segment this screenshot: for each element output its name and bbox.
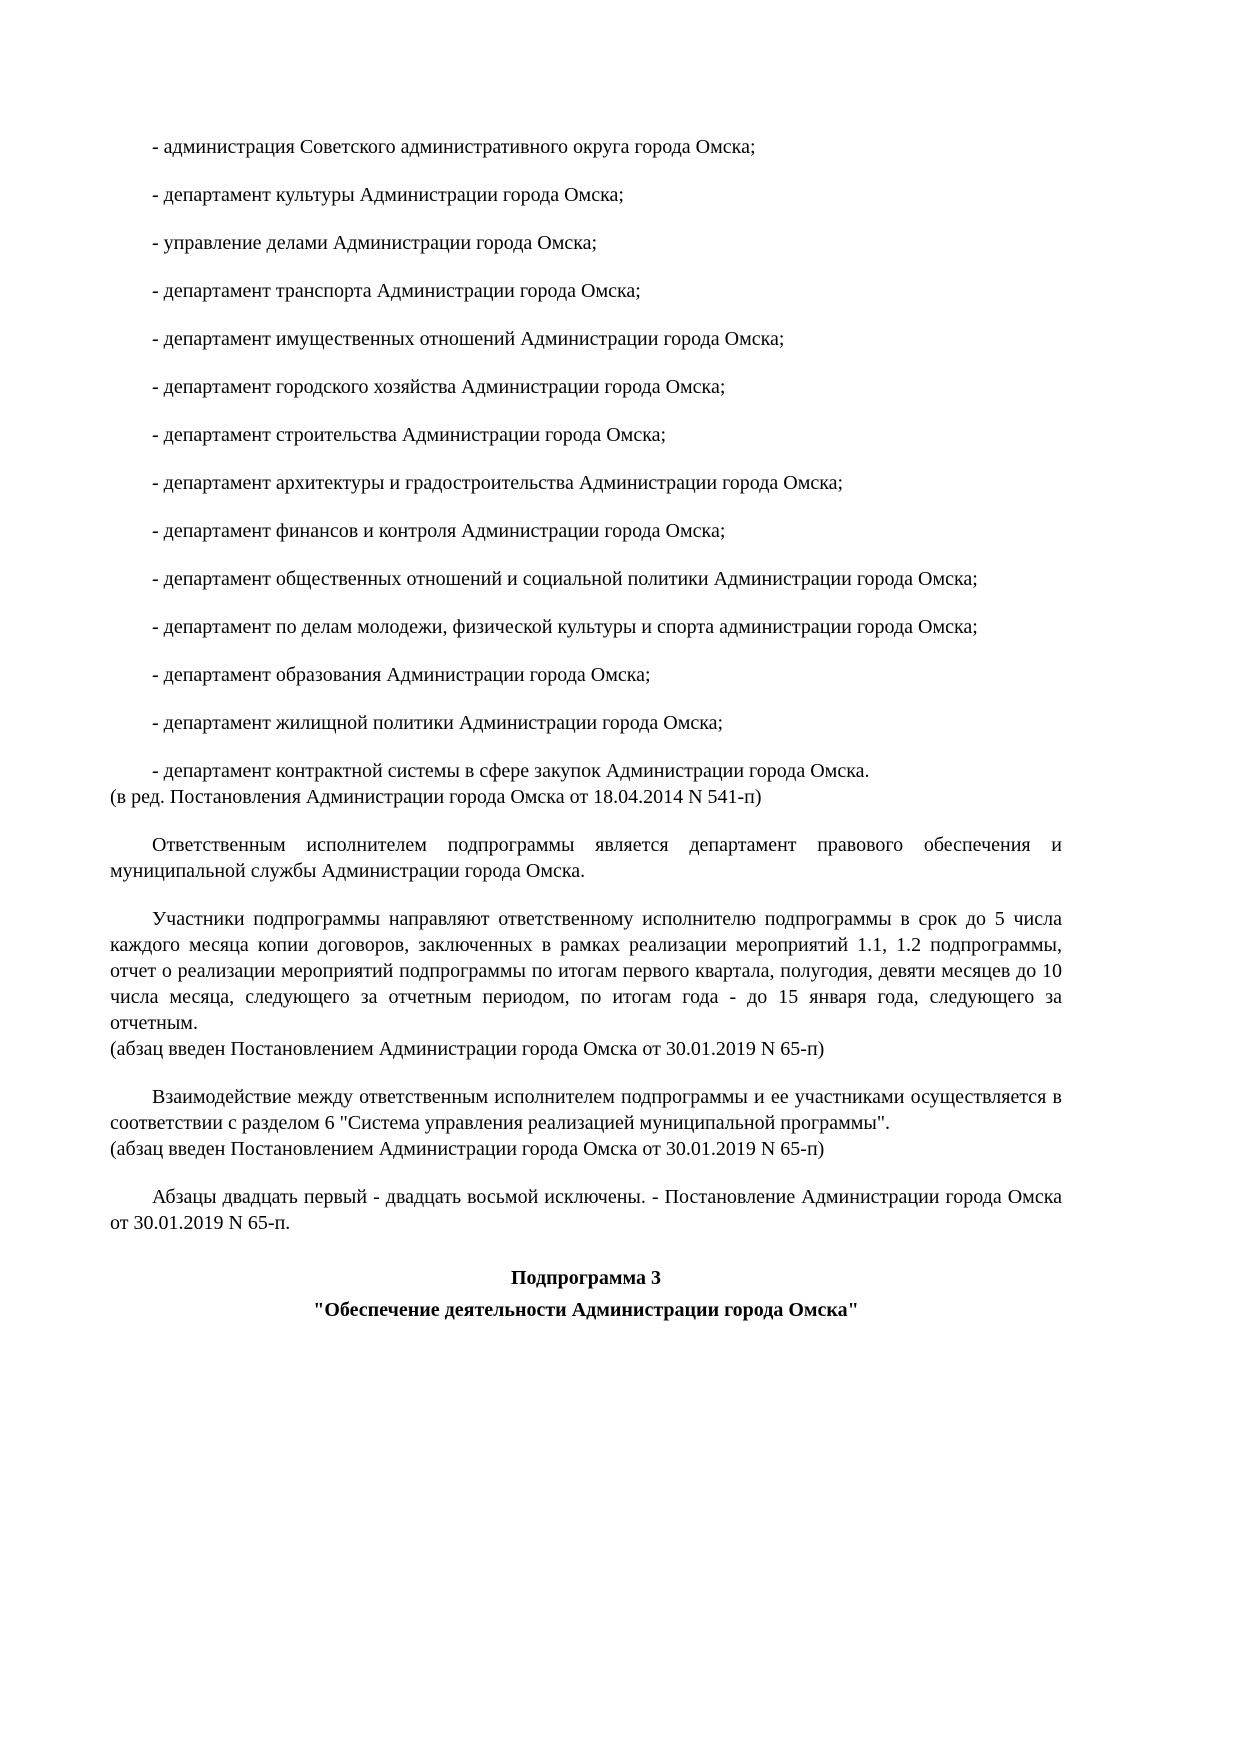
list-item-dept-youth-sport: - департамент по делам молодежи, физической культуры и спорта администрации города Омска; — [152, 616, 978, 638]
list-item-okrug-sovetsky: - администрация Советского административного округа города Омска; — [152, 136, 756, 158]
subprogram-heading-line2: "Обеспечение деятельности Администрации города Омска" — [313, 1299, 859, 1321]
list-item-dept-contract-system: - департамент контрактной системы в сфере закупок Администрации города Омска. — [152, 760, 870, 782]
paragraph-excluded-items: Абзацы двадцать первый - двадцать восьмой исключены. - Постановление Администрации города Омска от 30.01.2019 N 65-п. — [110, 1186, 1062, 1234]
list-item-dept-construction: - департамент строительства Администрации города Омска; — [152, 424, 667, 446]
amendment-note: (абзац введен Постановлением Администрации города Омска от 30.01.2019 N 65-п) — [110, 1038, 825, 1060]
amendment-note: (в ред. Постановления Администрации города Омска от 18.04.2014 N 541-п) — [110, 786, 762, 808]
list-item-dept-culture: - департамент культуры Администрации города Омска; — [152, 184, 624, 206]
list-item-dept-property: - департамент имущественных отношений Администрации города Омска; — [152, 328, 785, 350]
subprogram-heading-line1: Подпрограмма 3 — [510, 1267, 662, 1289]
paragraph-interaction: Взаимодействие между ответственным исполнителем подпрограммы и ее участниками осуществляется в соответствии с разделом 6 "Система управления реализацией муниципальной программы". — [110, 1086, 1062, 1134]
paragraph-participants: Участники подпрограммы направляют ответственному исполнителю подпрограммы в срок до 5 числа каждого месяца копии договоров, заключенных в рамках реализации мероприятий 1.1, 1.2 подпрограммы, отчет о реализации мероприятий подпрограммы по итогам первого квартала, полугодия, девяти месяцев до 10 числа месяца, следующего за отчетным периодом, по итогам года - до 15 января года, следующего за отчетным. — [110, 908, 1062, 1034]
list-item-dept-public-relations: - департамент общественных отношений и социальной политики Администрации города Омска; — [152, 568, 978, 590]
amendment-note: (абзац введен Постановлением Администрации города Омска от 30.01.2019 N 65-п) — [110, 1138, 825, 1160]
list-item-dept-transport: - департамент транспорта Администрации города Омска; — [152, 280, 641, 302]
paragraph-responsible-executor: Ответственным исполнителем подпрограммы является департамент правового обеспечения и муниципальной службы Администрации города Омска. — [110, 834, 1062, 882]
list-item-dept-finance: - департамент финансов и контроля Администрации города Омска; — [152, 520, 726, 542]
list-item-dept-city-economy: - департамент городского хозяйства Администрации города Омска; — [152, 376, 726, 398]
list-item-dept-housing-policy: - департамент жилищной политики Администрации города Омска; — [152, 712, 724, 734]
list-item-dept-architecture: - департамент архитектуры и градостроительства Администрации города Омска; — [152, 472, 844, 494]
list-item-dept-education: - департамент образования Администрации города Омска; — [152, 664, 651, 686]
list-item-upravlenie-delami: - управление делами Администрации города Омска; — [152, 232, 598, 254]
subprogram-heading — [110, 1262, 1062, 1326]
